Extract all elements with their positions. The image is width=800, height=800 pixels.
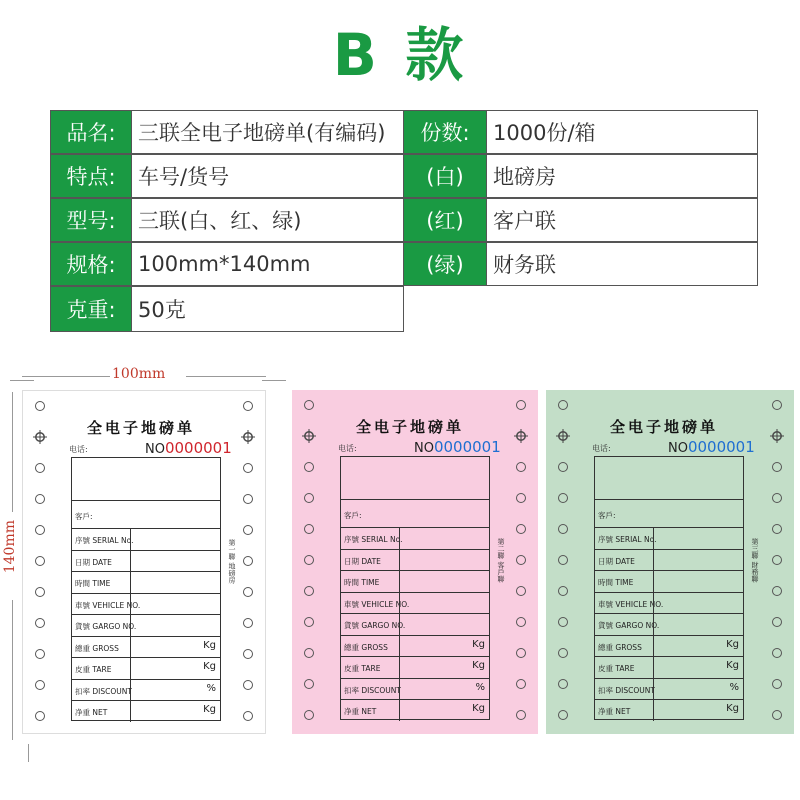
tractor-hole [516, 400, 526, 410]
spec-value-green: 财务联 [486, 242, 758, 286]
customer-label: 客戶: [344, 511, 362, 520]
spec-label-weight: 克重: [50, 286, 132, 332]
row-unit: Kg [203, 661, 216, 672]
serial-value: 0000001 [687, 438, 755, 456]
tractor-hole [243, 649, 253, 659]
row-label: 序號 SERIAL No. [344, 535, 403, 544]
form-serial-number [145, 439, 232, 457]
customer-row [341, 499, 489, 528]
table-row [595, 549, 743, 571]
tractor-hole [516, 493, 526, 503]
row-label: 序號 SERIAL No. [75, 536, 134, 545]
tractor-hole [772, 400, 782, 410]
row-divider [653, 593, 654, 614]
tractor-hole [558, 524, 568, 534]
row-divider [653, 636, 654, 657]
tractor-hole [516, 586, 526, 596]
row-divider [399, 571, 400, 592]
row-label: 序號 SERIAL No. [598, 535, 657, 544]
tractor-hole [558, 679, 568, 689]
table-row [72, 550, 220, 572]
row-label: 時間 TIME [344, 578, 380, 587]
table-row [595, 570, 743, 592]
spec-label-red: (红) [403, 198, 487, 242]
tractor-hole [35, 525, 45, 535]
tractor-hole [35, 649, 45, 659]
tractor-hole [558, 400, 568, 410]
tractor-hole [516, 617, 526, 627]
crop-mark [262, 380, 286, 381]
row-divider [653, 657, 654, 678]
tractor-hole [772, 586, 782, 596]
row-divider [130, 551, 131, 572]
row-label: 車號 VEHICLE NO. [598, 599, 664, 609]
row-divider [399, 550, 400, 571]
row-label: 扣率 DISCOUNT [75, 686, 132, 696]
row-label: 總重 GROSS [75, 643, 119, 653]
spec-value-quantity: 1000份/箱 [486, 110, 758, 154]
tractor-hole [304, 586, 314, 596]
row-label: 總重 GROSS [598, 642, 642, 652]
tractor-hole [558, 710, 568, 720]
tractor-hole [772, 679, 782, 689]
crop-mark [28, 744, 29, 762]
form-copy-pink [292, 390, 538, 734]
customer-row [595, 499, 743, 528]
form-phone-label: 电话: [338, 444, 357, 453]
row-divider [653, 700, 654, 721]
row-label: 日期 DATE [598, 556, 635, 566]
row-label: 總重 GROSS [344, 642, 388, 652]
spec-value-red: 客户联 [486, 198, 758, 242]
tractor-hole [243, 711, 253, 721]
serial-prefix: NO [145, 442, 165, 457]
spec-label-name: 品名: [50, 110, 132, 154]
row-label: 貨號 GARGO NO. [598, 621, 660, 630]
row-label: 時間 TIME [598, 578, 634, 587]
height-dimension-line-top [12, 392, 13, 512]
table-row [72, 636, 220, 658]
tractor-hole [516, 679, 526, 689]
tractor-hole [243, 401, 253, 411]
row-divider [130, 572, 131, 593]
row-divider [399, 593, 400, 614]
tractor-hole [243, 618, 253, 628]
crop-mark [10, 380, 34, 381]
registration-mark-icon [33, 429, 47, 443]
table-row [595, 699, 743, 721]
tractor-hole [243, 494, 253, 504]
tractor-hole [304, 462, 314, 472]
copy-side-label: 第三聯 財務聯 [751, 538, 759, 583]
tractor-hole [35, 463, 45, 473]
tractor-hole [772, 617, 782, 627]
tractor-hole [35, 618, 45, 628]
tractor-hole [516, 710, 526, 720]
blank-area [341, 457, 489, 499]
row-unit: % [206, 682, 216, 694]
form-copy-white [22, 390, 266, 734]
row-unit: Kg [472, 638, 485, 650]
form-grid [71, 457, 221, 721]
table-row [72, 614, 220, 636]
row-divider [399, 657, 400, 678]
tractor-hole [35, 680, 45, 690]
row-divider [130, 637, 131, 658]
form-title: 全电子地磅单 [610, 418, 719, 436]
tractor-hole [772, 555, 782, 565]
copy-side-label: 第一聯 地磅房 [228, 539, 236, 584]
row-divider [399, 528, 400, 549]
customer-label: 客戶: [598, 511, 616, 520]
table-row [72, 657, 220, 679]
copy-side-label: 第二聯 客戶聯 [497, 538, 505, 583]
row-label: 皮重 TARE [344, 664, 381, 673]
row-label: 日期 DATE [75, 557, 112, 567]
spec-label-white: (白) [403, 154, 487, 198]
row-label: 貨號 GARGO NO. [344, 621, 406, 630]
row-label: 皮重 TARE [598, 664, 635, 673]
tractor-hole [772, 493, 782, 503]
row-unit: Kg [203, 639, 216, 651]
row-label: 車號 VEHICLE NO. [75, 600, 141, 610]
row-unit: % [475, 681, 485, 693]
form-serial-number [668, 438, 755, 456]
tractor-hole [558, 617, 568, 627]
table-row [341, 570, 489, 592]
registration-mark-icon [241, 429, 255, 443]
tractor-hole [304, 710, 314, 720]
tractor-hole [35, 587, 45, 597]
blank-area [72, 458, 220, 500]
spec-value-weight: 50克 [131, 286, 404, 332]
tractor-hole [772, 524, 782, 534]
tractor-hole [304, 400, 314, 410]
row-label: 净重 NET [598, 707, 631, 716]
tractor-hole [243, 587, 253, 597]
tractor-hole [304, 524, 314, 534]
table-row [72, 700, 220, 722]
tractor-hole [558, 462, 568, 472]
customer-row [72, 500, 220, 529]
row-unit: Kg [726, 638, 739, 650]
row-divider [130, 680, 131, 701]
table-row [595, 635, 743, 657]
row-unit: % [729, 681, 739, 693]
tractor-hole [243, 525, 253, 535]
table-row [595, 527, 743, 549]
table-row [72, 528, 220, 550]
tractor-hole [304, 648, 314, 658]
table-row [595, 592, 743, 614]
tractor-hole [558, 493, 568, 503]
row-divider [399, 636, 400, 657]
row-label: 皮重 TARE [75, 665, 112, 674]
spec-value-white: 地磅房 [486, 154, 758, 198]
table-row [341, 678, 489, 700]
tractor-hole [304, 555, 314, 565]
spec-label-size: 规格: [50, 242, 132, 286]
row-divider [130, 594, 131, 615]
tractor-hole [243, 680, 253, 690]
tractor-hole [558, 648, 568, 658]
row-divider [653, 614, 654, 635]
tractor-hole [558, 586, 568, 596]
spec-value-name: 三联全电子地磅单(有编码) [131, 110, 404, 154]
table-row [341, 656, 489, 678]
spec-table [50, 110, 758, 332]
tractor-hole [558, 555, 568, 565]
table-row [72, 593, 220, 615]
width-dimension-line-left [22, 376, 110, 377]
row-divider [130, 615, 131, 636]
spec-value-model: 三联(白、红、绿) [131, 198, 404, 242]
row-label: 扣率 DISCOUNT [598, 685, 655, 695]
table-row [341, 549, 489, 571]
width-dimension-label: 100mm [112, 366, 166, 382]
row-divider [653, 679, 654, 700]
tractor-hole [35, 401, 45, 411]
tractor-hole [35, 556, 45, 566]
form-title: 全电子地磅单 [87, 419, 196, 437]
spec-label-model: 型号: [50, 198, 132, 242]
page-title: B 款 [332, 21, 468, 89]
row-label: 日期 DATE [344, 556, 381, 566]
tractor-hole [304, 493, 314, 503]
row-unit: Kg [472, 660, 485, 671]
serial-value: 0000001 [164, 439, 232, 457]
row-divider [653, 550, 654, 571]
tractor-hole [516, 524, 526, 534]
tractor-hole [35, 494, 45, 504]
tractor-hole [243, 556, 253, 566]
row-divider [130, 701, 131, 722]
table-row [72, 571, 220, 593]
row-divider [399, 679, 400, 700]
table-row [341, 527, 489, 549]
tractor-hole [243, 463, 253, 473]
height-dimension-label: 140mm [2, 520, 18, 574]
row-unit: Kg [203, 704, 216, 715]
form-grid [594, 456, 744, 720]
serial-value: 0000001 [433, 438, 501, 456]
customer-label: 客戶: [75, 512, 93, 521]
row-unit: Kg [726, 660, 739, 671]
spec-value-size: 100mm*140mm [131, 242, 404, 286]
form-phone-label: 电话: [592, 444, 611, 453]
registration-mark-icon [302, 428, 316, 442]
table-row [595, 678, 743, 700]
row-label: 時間 TIME [75, 579, 111, 588]
form-title: 全电子地磅单 [356, 418, 465, 436]
tractor-hole [304, 679, 314, 689]
row-label: 車號 VEHICLE NO. [344, 599, 410, 609]
row-divider [130, 529, 131, 550]
row-unit: Kg [472, 703, 485, 714]
table-row [341, 592, 489, 614]
form-grid [340, 456, 490, 720]
form-serial-number [414, 438, 501, 456]
row-divider [653, 528, 654, 549]
tractor-hole [516, 462, 526, 472]
blank-area [595, 457, 743, 499]
row-divider [130, 658, 131, 679]
registration-mark-icon [770, 428, 784, 442]
form-phone-label: 电话: [69, 445, 88, 454]
height-dimension-line-bottom [12, 600, 13, 740]
width-dimension-line-right [186, 376, 266, 377]
spec-label-green: (绿) [403, 242, 487, 286]
row-divider [399, 700, 400, 721]
spec-label-feature: 特点: [50, 154, 132, 198]
row-label: 貨號 GARGO NO. [75, 622, 137, 631]
row-divider [399, 614, 400, 635]
row-label: 净重 NET [344, 707, 377, 716]
tractor-hole [772, 648, 782, 658]
row-unit: Kg [726, 703, 739, 714]
table-row [595, 613, 743, 635]
spec-value-feature: 车号/货号 [131, 154, 404, 198]
tractor-hole [35, 711, 45, 721]
tractor-hole [772, 710, 782, 720]
form-copy-green [546, 390, 794, 734]
row-divider [653, 571, 654, 592]
tractor-hole [516, 648, 526, 658]
table-row [341, 613, 489, 635]
table-row [595, 656, 743, 678]
tractor-hole [304, 617, 314, 627]
serial-prefix: NO [414, 441, 434, 456]
spec-label-quantity: 份数: [403, 110, 487, 154]
tractor-hole [516, 555, 526, 565]
tractor-hole [772, 462, 782, 472]
serial-prefix: NO [668, 441, 688, 456]
table-row [341, 699, 489, 721]
table-row [72, 679, 220, 701]
row-label: 扣率 DISCOUNT [344, 685, 401, 695]
registration-mark-icon [514, 428, 528, 442]
row-label: 净重 NET [75, 708, 108, 717]
registration-mark-icon [556, 428, 570, 442]
table-row [341, 635, 489, 657]
